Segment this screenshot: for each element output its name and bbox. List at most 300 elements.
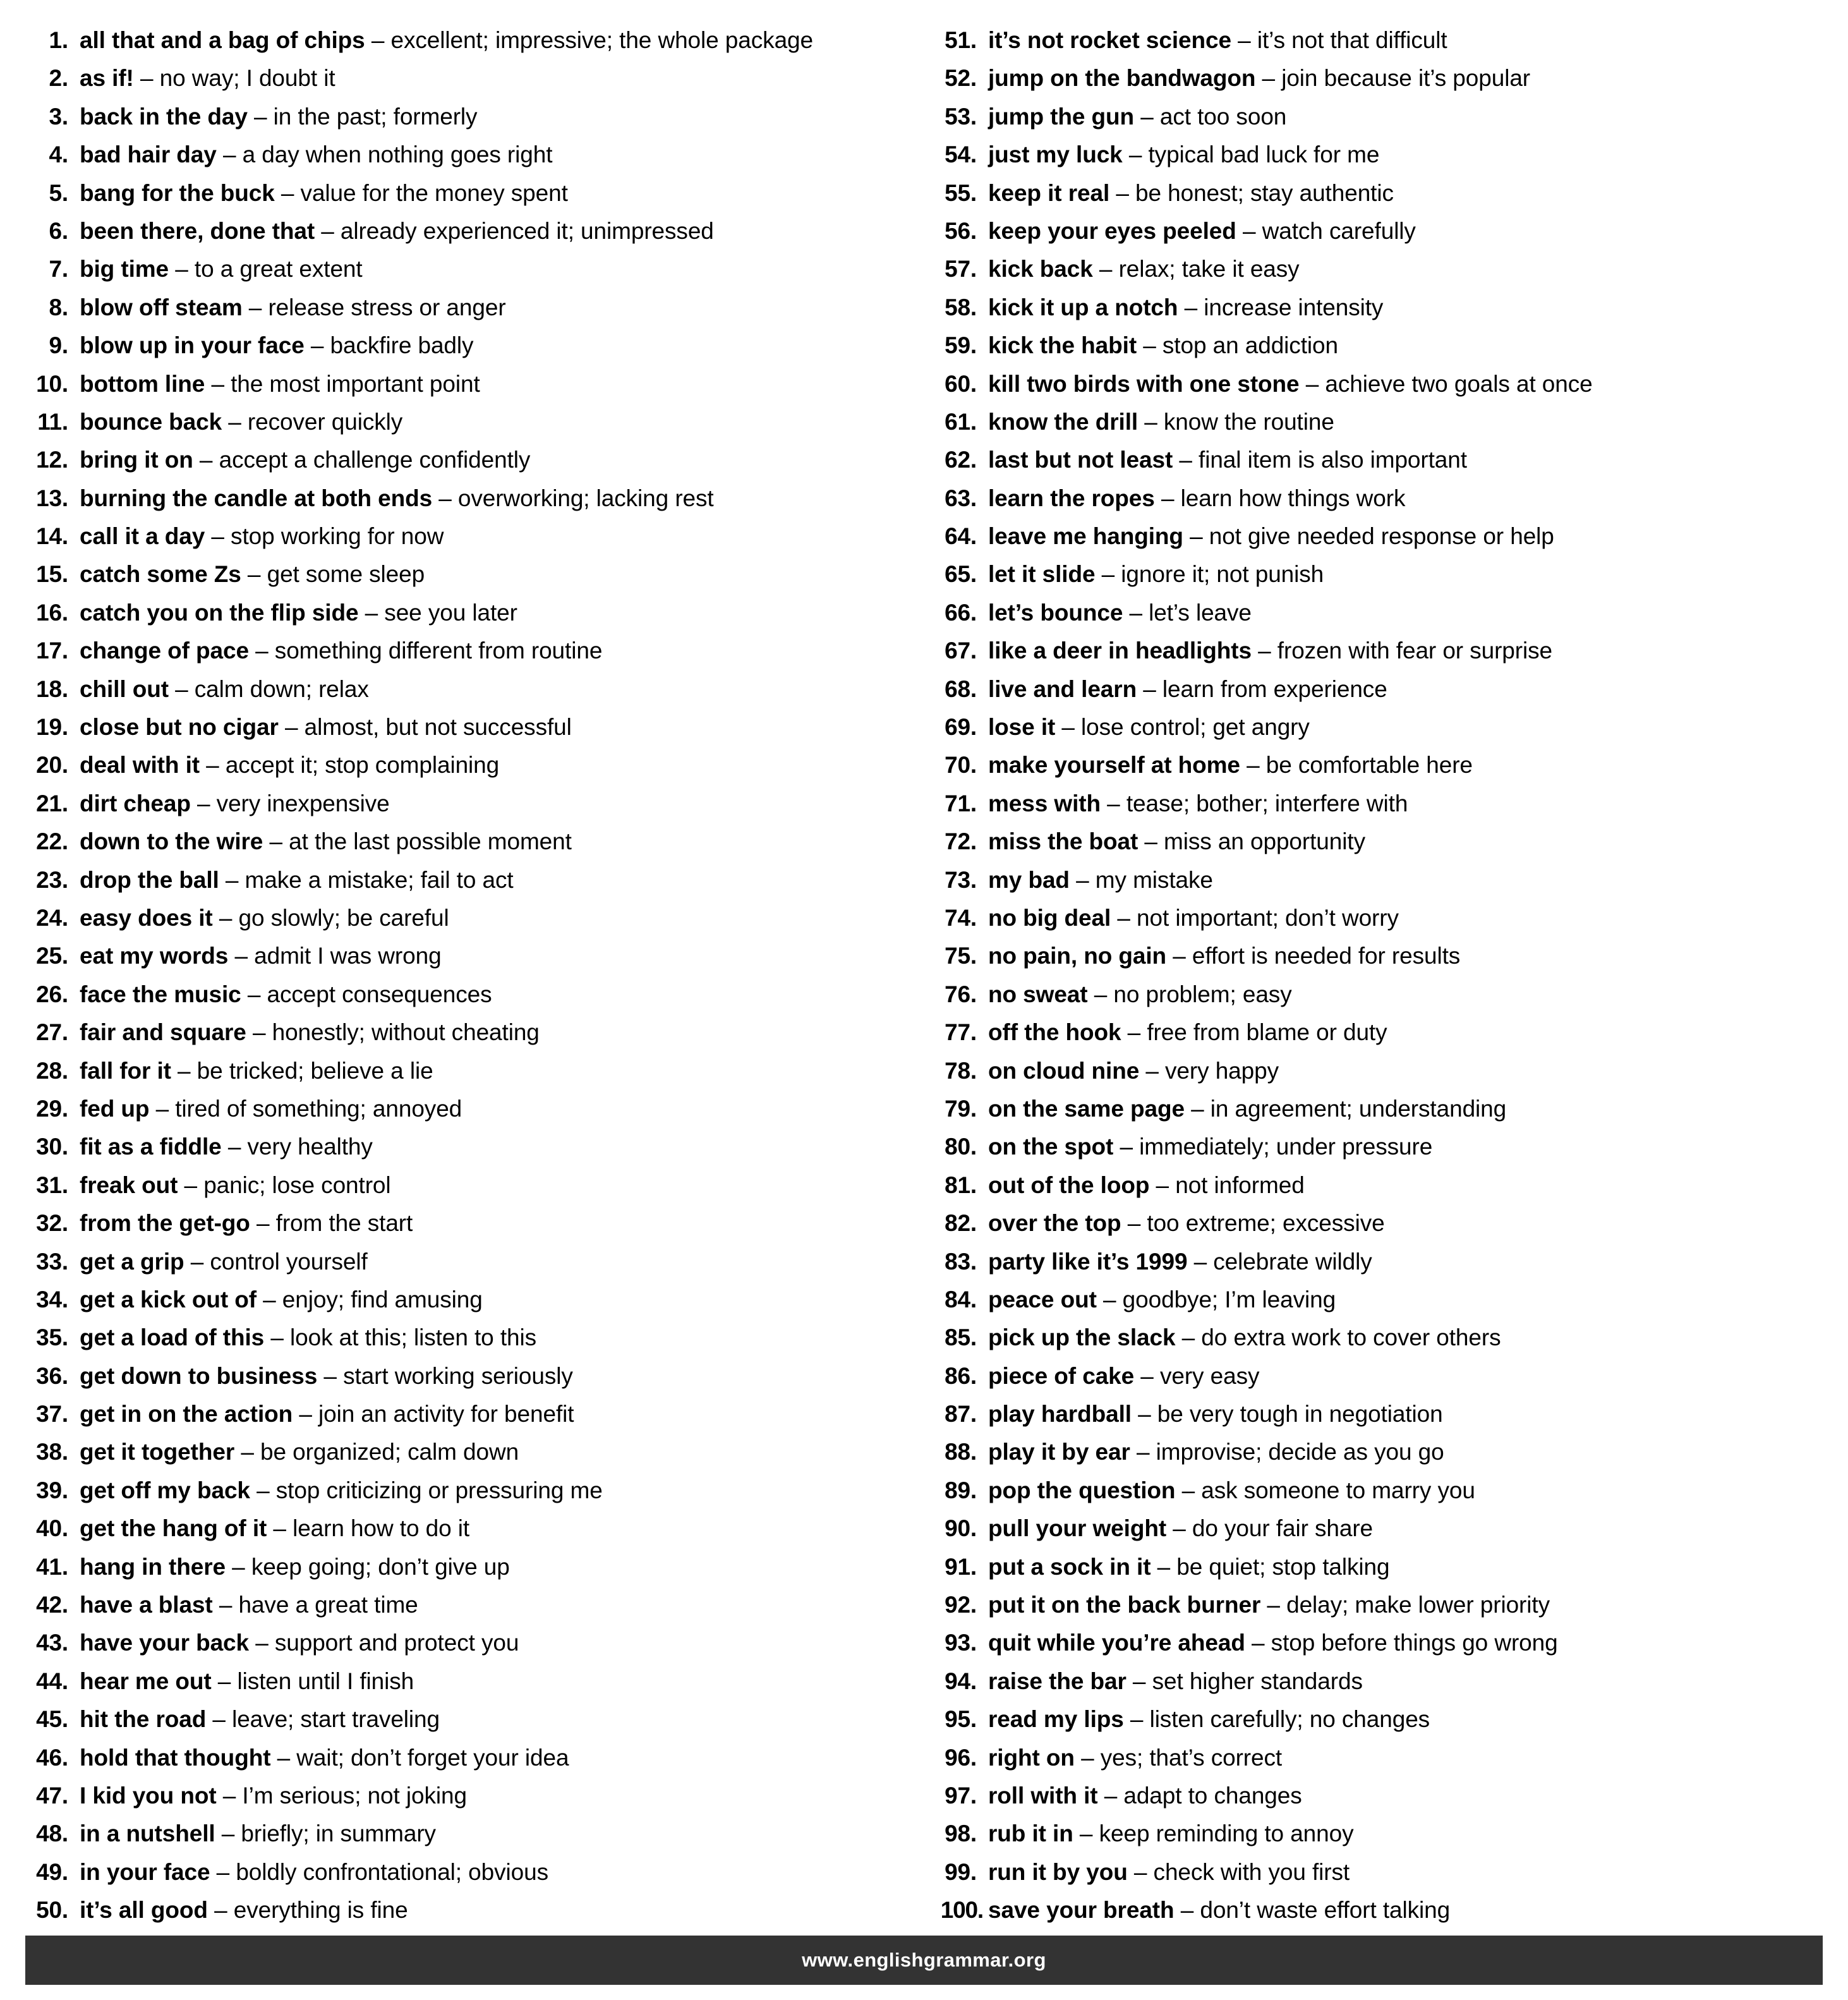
list-item-text <box>80 1777 467 1815</box>
idiom-phrase: get the hang of it <box>80 1515 267 1542</box>
list-item-number: 76. <box>945 981 977 1007</box>
idiom-phrase: miss the boat <box>988 828 1138 855</box>
list-item-number: 29. <box>36 1095 68 1122</box>
idiom-meaning: – listen carefully; no changes <box>1123 1706 1430 1733</box>
idiom-meaning: – watch carefully <box>1236 217 1416 244</box>
idiom-phrase: play hardball <box>988 1401 1132 1427</box>
list-item <box>934 1472 1821 1510</box>
list-item-text <box>988 594 1252 632</box>
idiom-meaning: – keep reminding to annoy <box>1073 1821 1354 1847</box>
list-item-text <box>80 1090 462 1128</box>
list-item-text <box>988 1853 1350 1891</box>
list-item-text <box>988 480 1405 518</box>
idiom-meaning: – no problem; easy <box>1087 981 1292 1007</box>
idiom-meaning: – from the start <box>250 1210 413 1237</box>
list-item-text <box>988 1243 1372 1281</box>
list-item-text <box>80 937 442 975</box>
idiom-meaning: – keep going; don’t give up <box>226 1553 510 1580</box>
list-item <box>934 1319 1821 1357</box>
idiom-meaning: – know the routine <box>1138 408 1334 435</box>
idiom-meaning: – achieve two goals at once <box>1299 370 1593 397</box>
list-item-number: 3. <box>49 103 68 130</box>
idiom-phrase: no big deal <box>988 904 1111 931</box>
list-item-text <box>80 708 572 746</box>
list-item-number: 49. <box>36 1858 68 1885</box>
idiom-phrase: it’s not rocket science <box>988 27 1231 53</box>
list-item-text <box>80 632 602 670</box>
list-item <box>934 212 1821 250</box>
list-item-text <box>80 1433 519 1471</box>
list-item <box>25 1090 912 1128</box>
list-item-number: 82. <box>945 1210 977 1237</box>
idiom-meaning: – have a great time <box>212 1592 418 1618</box>
list-item-text <box>80 861 514 899</box>
idiom-meaning: – delay; make lower priority <box>1260 1592 1550 1618</box>
idiom-phrase: face the music <box>80 981 241 1007</box>
idiom-phrase: fit as a fiddle <box>80 1134 222 1160</box>
idiom-phrase: call it a day <box>80 523 205 550</box>
list-item <box>25 289 912 327</box>
idiom-phrase: let it slide <box>988 561 1096 588</box>
idiom-phrase: all that and a bag of chips <box>80 27 365 53</box>
idiom-phrase: catch some Zs <box>80 561 241 588</box>
idioms-column-left <box>25 21 912 1930</box>
list-item <box>934 746 1821 784</box>
list-item <box>25 785 912 823</box>
list-item <box>934 1739 1821 1777</box>
idiom-meaning: – go slowly; be careful <box>212 904 449 931</box>
list-item <box>934 632 1821 670</box>
idiom-phrase: make yourself at home <box>988 752 1240 779</box>
list-item <box>934 976 1821 1014</box>
list-item-number: 17. <box>36 638 68 664</box>
idiom-meaning: – yes; that’s correct <box>1074 1744 1283 1771</box>
list-item <box>934 1204 1821 1242</box>
idiom-phrase: leave me hanging <box>988 523 1183 550</box>
idiom-meaning: – accept consequences <box>241 981 492 1007</box>
list-item <box>934 1700 1821 1738</box>
list-item <box>25 708 912 746</box>
idiom-meaning: – everything is fine <box>207 1897 408 1924</box>
list-item <box>25 21 912 59</box>
list-item-number: 97. <box>945 1782 977 1809</box>
list-item-text <box>80 174 568 212</box>
list-item-text <box>988 21 1447 59</box>
idiom-meaning: – celebrate wildly <box>1187 1248 1372 1275</box>
idiom-meaning: – start working seriously <box>317 1362 573 1389</box>
idiom-meaning: – ignore it; not punish <box>1095 561 1324 588</box>
list-item <box>25 976 912 1014</box>
list-item-number: 60. <box>945 370 977 397</box>
list-item-number: 69. <box>945 714 977 741</box>
list-item-text <box>988 98 1286 136</box>
list-item-text <box>988 1128 1432 1166</box>
list-item-number: 85. <box>945 1324 977 1351</box>
list-item <box>934 1167 1821 1204</box>
list-item-number: 40. <box>36 1515 68 1542</box>
idiom-phrase: drop the ball <box>80 866 219 893</box>
list-item-number: 33. <box>36 1248 68 1275</box>
idiom-phrase: like a deer in headlights <box>988 638 1252 664</box>
list-item <box>934 98 1821 136</box>
list-item <box>25 1319 912 1357</box>
list-item-number: 100. <box>940 1897 983 1924</box>
idiom-meaning: – stop an addiction <box>1137 332 1338 359</box>
list-item <box>25 1204 912 1242</box>
list-item <box>25 59 912 97</box>
idiom-phrase: on the same page <box>988 1095 1185 1122</box>
idiom-meaning: – already experienced it; unimpressed <box>315 217 714 244</box>
list-item <box>934 1777 1821 1815</box>
list-item-number: 41. <box>36 1553 68 1580</box>
list-item <box>25 670 912 708</box>
idiom-meaning: – frozen with fear or surprise <box>1251 638 1553 664</box>
idiom-phrase: over the top <box>988 1210 1121 1237</box>
list-item-number: 55. <box>945 179 977 206</box>
idiom-meaning: – recover quickly <box>222 408 403 435</box>
list-item-text <box>80 327 473 365</box>
list-item-text <box>988 1357 1259 1395</box>
list-item-text <box>80 1243 368 1281</box>
list-item-number: 73. <box>945 866 977 893</box>
list-item <box>25 1777 912 1815</box>
list-item-text <box>988 365 1593 403</box>
list-item-number: 53. <box>945 103 977 130</box>
idiom-phrase: get off my back <box>80 1477 250 1503</box>
idiom-meaning: – calm down; relax <box>168 676 369 702</box>
idiom-meaning: – something different from routine <box>248 638 603 664</box>
idiom-meaning: – very healthy <box>221 1134 373 1160</box>
list-item-number: 81. <box>945 1172 977 1198</box>
list-item-number: 14. <box>36 523 68 550</box>
idiom-phrase: get a load of this <box>80 1324 265 1351</box>
idiom-phrase: blow off steam <box>80 294 243 320</box>
list-item-number: 22. <box>36 828 68 855</box>
list-item <box>934 1624 1821 1662</box>
idiom-phrase: off the hook <box>988 1019 1121 1046</box>
list-item <box>934 1243 1821 1281</box>
list-item-number: 19. <box>36 714 68 741</box>
list-item-text <box>80 1052 433 1090</box>
list-item <box>934 1090 1821 1128</box>
list-item-number: 91. <box>945 1553 977 1580</box>
idiom-phrase: chill out <box>80 676 169 702</box>
idiom-phrase: kill two birds with one stone <box>988 370 1300 397</box>
idiom-meaning: – not important; don’t worry <box>1111 904 1399 931</box>
idiom-phrase: live and learn <box>988 676 1137 702</box>
list-item-text <box>80 976 492 1014</box>
idiom-phrase: kick back <box>988 256 1093 282</box>
idiom-phrase: bottom line <box>80 370 205 397</box>
idiom-meaning: – be tricked; believe a lie <box>171 1057 433 1084</box>
list-item-number: 67. <box>945 638 977 664</box>
list-item-number: 11. <box>37 408 68 435</box>
idiom-phrase: in your face <box>80 1858 210 1885</box>
idiom-meaning: – backfire badly <box>304 332 474 359</box>
list-item-number: 98. <box>945 1821 977 1847</box>
idiom-phrase: get down to business <box>80 1362 318 1389</box>
list-item-number: 72. <box>945 828 977 855</box>
list-item-number: 66. <box>945 599 977 626</box>
list-item <box>934 480 1821 518</box>
list-item <box>25 1433 912 1471</box>
list-item-number: 71. <box>945 790 977 816</box>
idiom-phrase: get in on the action <box>80 1401 293 1427</box>
list-item <box>25 327 912 365</box>
idiom-phrase: bad hair day <box>80 142 217 168</box>
list-item-text <box>988 1395 1443 1433</box>
list-item-text <box>80 785 390 823</box>
idiom-meaning: – get some sleep <box>241 561 425 588</box>
idiom-phrase: eat my words <box>80 943 229 969</box>
list-item <box>25 1281 912 1319</box>
list-item-text <box>80 1663 414 1700</box>
list-item <box>25 365 912 403</box>
idiom-meaning: – honestly; without cheating <box>246 1019 540 1046</box>
list-item-text <box>988 899 1399 937</box>
list-item <box>25 937 912 975</box>
list-item-number: 38. <box>36 1439 68 1465</box>
list-item <box>25 823 912 861</box>
idiom-meaning: – be quiet; stop talking <box>1150 1553 1390 1580</box>
list-item-text <box>988 403 1334 441</box>
list-item <box>25 1128 912 1166</box>
list-item <box>934 1395 1821 1433</box>
list-item-text <box>988 174 1394 212</box>
list-item <box>25 1395 912 1433</box>
list-item-text <box>80 1510 469 1548</box>
list-item <box>25 1663 912 1700</box>
list-item <box>934 785 1821 823</box>
idiom-phrase: have a blast <box>80 1592 213 1618</box>
idiom-phrase: pull your weight <box>988 1515 1167 1542</box>
list-item-number: 12. <box>36 447 68 473</box>
idiom-meaning: – panic; lose control <box>178 1172 391 1198</box>
list-item <box>934 250 1821 288</box>
idiom-meaning: – my mistake <box>1069 866 1213 893</box>
list-item-text <box>988 441 1467 479</box>
list-item <box>25 1815 912 1853</box>
list-item-text <box>988 1433 1444 1471</box>
idiom-meaning: – boldly confrontational; obvious <box>210 1858 548 1885</box>
list-item-number: 21. <box>36 790 68 816</box>
idiom-meaning: – very easy <box>1134 1362 1260 1389</box>
idiom-phrase: save your breath <box>988 1897 1175 1924</box>
list-item <box>934 1128 1821 1166</box>
list-item <box>934 59 1821 97</box>
list-item <box>25 1891 912 1929</box>
idiom-phrase: raise the bar <box>988 1668 1126 1694</box>
idiom-meaning: – act too soon <box>1134 103 1287 130</box>
list-item-number: 7. <box>49 256 68 282</box>
list-item <box>25 212 912 250</box>
list-item <box>25 1052 912 1090</box>
idiom-phrase: in a nutshell <box>80 1821 215 1847</box>
list-item-text <box>988 1052 1279 1090</box>
idiom-phrase: let’s bounce <box>988 599 1123 626</box>
idiom-phrase: learn the ropes <box>988 485 1155 511</box>
list-item-text <box>80 1167 391 1204</box>
list-item <box>934 518 1821 555</box>
idiom-phrase: deal with it <box>80 752 200 779</box>
list-item-text <box>988 289 1383 327</box>
idiom-phrase: as if! <box>80 65 134 92</box>
list-item <box>934 594 1821 632</box>
list-item-number: 86. <box>945 1362 977 1389</box>
list-item-text <box>80 441 530 479</box>
idiom-meaning: – briefly; in summary <box>215 1821 436 1847</box>
list-item <box>934 327 1821 365</box>
idiom-meaning: – at the last possible moment <box>263 828 572 855</box>
list-item-number: 32. <box>36 1210 68 1237</box>
idiom-meaning: – learn from experience <box>1137 676 1387 702</box>
idiom-meaning: – value for the money spent <box>274 179 568 206</box>
list-item <box>934 1281 1821 1319</box>
list-item-text <box>988 555 1324 593</box>
list-item-number: 16. <box>36 599 68 626</box>
list-item <box>934 1433 1821 1471</box>
idiom-meaning: – see you later <box>358 599 517 626</box>
list-item-text <box>80 823 572 861</box>
idiom-phrase: my bad <box>988 866 1070 893</box>
idiom-meaning: – it’s not that difficult <box>1231 27 1447 53</box>
idiom-meaning: – stop working for now <box>205 523 444 550</box>
list-item-number: 79. <box>945 1095 977 1122</box>
idiom-meaning: – join an activity for benefit <box>293 1401 574 1427</box>
list-item-number: 59. <box>945 332 977 359</box>
list-item-text <box>80 1319 536 1357</box>
list-item-number: 63. <box>945 485 977 511</box>
idiom-phrase: pop the question <box>988 1477 1176 1503</box>
idiom-phrase: last but not least <box>988 447 1173 473</box>
idiom-meaning: – overworking; lacking rest <box>432 485 714 511</box>
list-item-text <box>80 212 714 250</box>
list-item <box>934 174 1821 212</box>
list-item-number: 75. <box>945 943 977 969</box>
list-item-number: 52. <box>945 65 977 92</box>
list-item-number: 61. <box>945 408 977 435</box>
idiom-phrase: back in the day <box>80 103 248 130</box>
idiom-meaning: – check with you first <box>1127 1858 1350 1885</box>
list-item-number: 92. <box>945 1592 977 1618</box>
list-item-number: 1. <box>49 27 68 53</box>
list-item <box>934 1014 1821 1052</box>
list-item-number: 70. <box>945 752 977 779</box>
idiom-meaning: – the most important point <box>205 370 480 397</box>
idiom-meaning: – typical bad luck for me <box>1122 142 1380 168</box>
list-item-text <box>80 1700 440 1738</box>
idiom-meaning: – support and protect you <box>249 1630 519 1656</box>
list-item-text <box>988 327 1338 365</box>
list-item-text <box>80 1281 483 1319</box>
idiom-phrase: bounce back <box>80 408 222 435</box>
list-item-text <box>80 59 335 97</box>
list-item <box>25 441 912 479</box>
list-item-text <box>80 480 714 518</box>
idiom-phrase: on the spot <box>988 1134 1114 1160</box>
idiom-phrase: lose it <box>988 714 1056 741</box>
list-item-text <box>80 746 499 784</box>
list-item <box>934 1663 1821 1700</box>
list-item-number: 74. <box>945 904 977 931</box>
list-item-text <box>80 1472 603 1510</box>
list-item-number: 13. <box>36 485 68 511</box>
list-item-number: 56. <box>945 217 977 244</box>
list-item-number: 4. <box>49 142 68 168</box>
list-item-number: 44. <box>36 1668 68 1694</box>
list-item <box>934 1357 1821 1395</box>
idiom-phrase: mess with <box>988 790 1101 816</box>
list-item-text <box>988 59 1530 97</box>
list-item-number: 26. <box>36 981 68 1007</box>
list-item-number: 10. <box>36 370 68 397</box>
list-item-text <box>80 1853 548 1891</box>
list-item-text <box>988 1281 1336 1319</box>
idiom-meaning: – be comfortable here <box>1240 752 1473 779</box>
idiom-phrase: piece of cake <box>988 1362 1135 1389</box>
list-item <box>25 1357 912 1395</box>
list-item-text <box>988 1548 1389 1586</box>
list-item-text <box>80 289 506 327</box>
list-item-text <box>80 555 425 593</box>
idiom-meaning: – not give needed response or help <box>1183 523 1554 550</box>
footer-bar <box>25 1936 1823 1985</box>
idiom-meaning: – listen until I finish <box>211 1668 414 1694</box>
list-item <box>25 861 912 899</box>
idiom-meaning: – release stress or anger <box>242 294 506 320</box>
list-item-number: 80. <box>945 1134 977 1160</box>
list-item-text <box>988 1090 1506 1128</box>
list-item <box>934 1853 1821 1891</box>
list-item-number: 64. <box>945 523 977 550</box>
list-item <box>25 480 912 518</box>
list-item-text <box>988 785 1408 823</box>
list-item-text <box>80 518 444 555</box>
idiom-phrase: peace out <box>988 1286 1097 1312</box>
idiom-meaning: – I’m serious; not joking <box>216 1782 467 1809</box>
idiom-phrase: run it by you <box>988 1858 1128 1885</box>
idiom-phrase: I kid you not <box>80 1782 217 1809</box>
list-item <box>25 518 912 555</box>
list-item-number: 2. <box>49 65 68 92</box>
idioms-columns <box>25 21 1823 1930</box>
idiom-phrase: hear me out <box>80 1668 212 1694</box>
list-item-text <box>80 98 477 136</box>
idiom-phrase: jump the gun <box>988 103 1135 130</box>
list-item-number: 15. <box>36 561 68 588</box>
list-item <box>934 1510 1821 1548</box>
list-item-text <box>80 1739 569 1777</box>
list-item <box>25 1739 912 1777</box>
list-item-text <box>80 365 480 403</box>
idiom-phrase: change of pace <box>80 638 249 664</box>
idiom-phrase: put a sock in it <box>988 1553 1151 1580</box>
list-item-text <box>988 1739 1282 1777</box>
idiom-phrase: hold that thought <box>80 1744 271 1771</box>
list-item-text <box>988 746 1473 784</box>
list-item <box>934 1052 1821 1090</box>
idiom-meaning: – tease; bother; interfere with <box>1101 790 1408 816</box>
list-item-number: 47. <box>36 1782 68 1809</box>
list-item-text <box>80 136 552 174</box>
idiom-phrase: it’s all good <box>80 1897 208 1924</box>
list-item <box>934 823 1821 861</box>
list-item <box>934 365 1821 403</box>
list-item-text <box>988 136 1379 174</box>
list-item <box>934 1586 1821 1624</box>
idiom-meaning: – almost, but not successful <box>278 714 572 741</box>
idiom-meaning: – tired of something; annoyed <box>149 1095 462 1122</box>
